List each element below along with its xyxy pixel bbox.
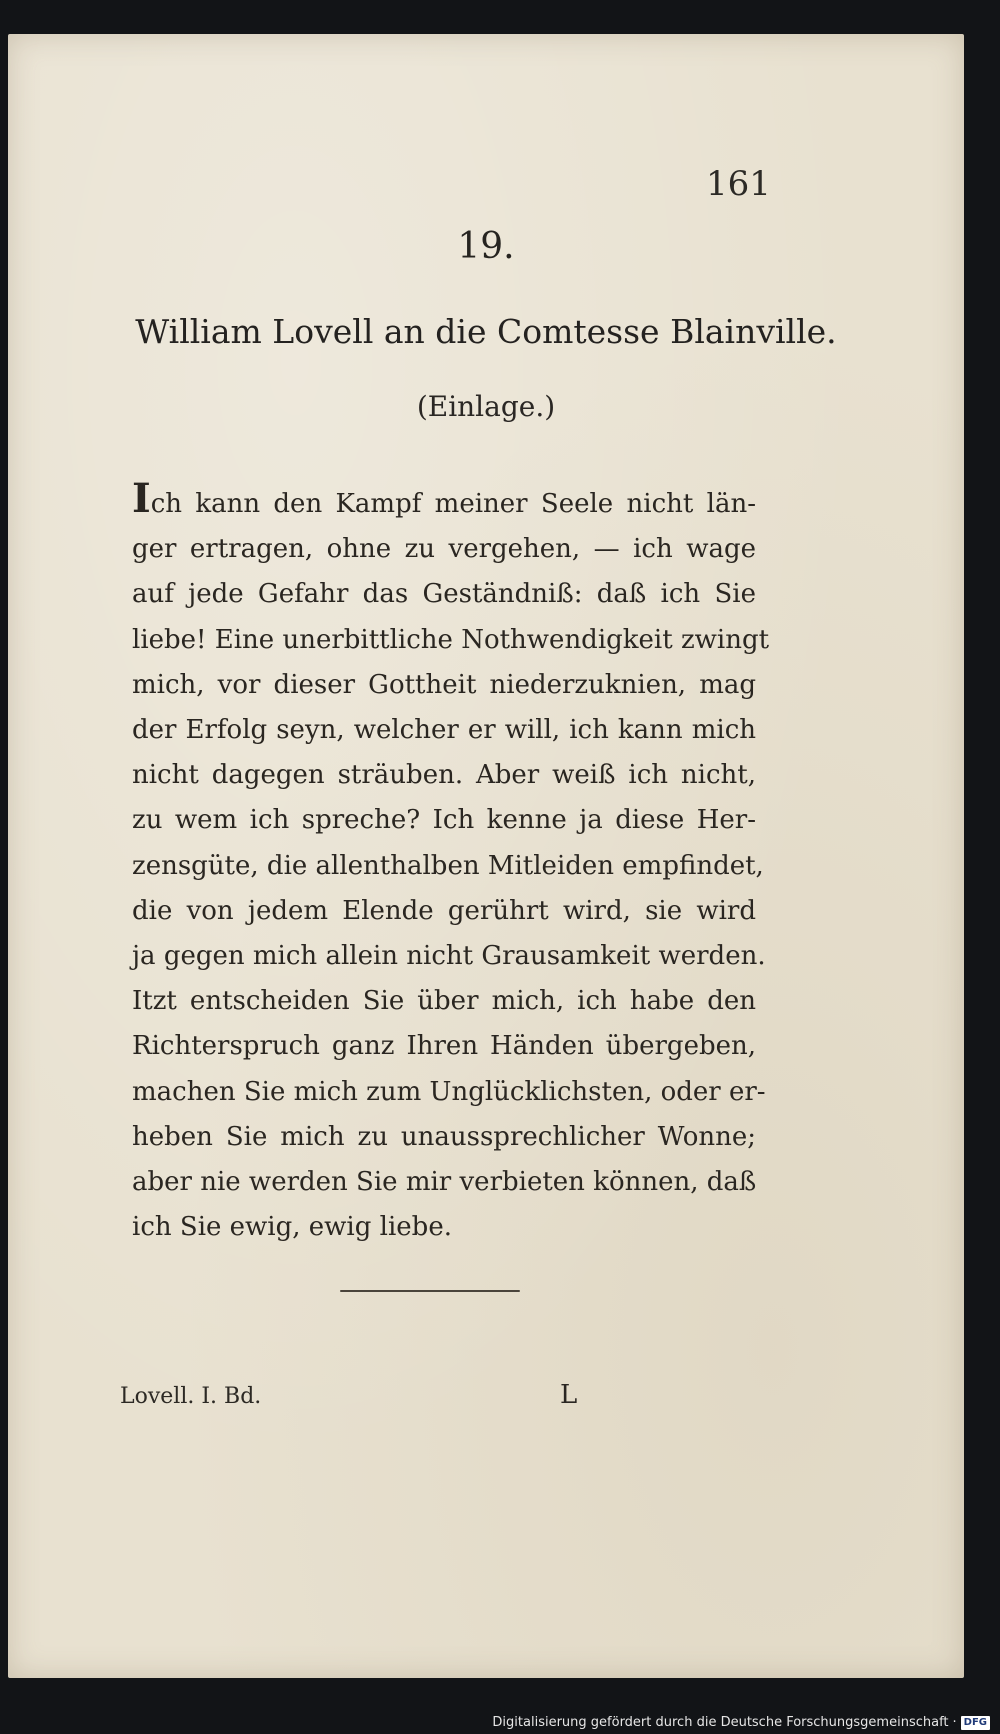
body-line: auf jede Gefahr das Geständniß: daß ich Sie: [132, 579, 756, 610]
body-line: der Erfolg seyn, welcher er will, ich kann mich: [132, 715, 756, 746]
body-line: nicht dagegen sträuben. Aber weiß ich nicht,: [132, 760, 756, 791]
chapter-number: 19.: [457, 226, 515, 267]
body-line: aber nie werden Sie mir verbieten können, daß: [132, 1167, 757, 1198]
body-line-text: ch kann den Kampf meiner Seele nicht län-: [150, 489, 756, 519]
digitization-footer: [492, 1715, 990, 1730]
body-line: ger ertragen, ohne zu vergehen, — ich wage: [132, 534, 756, 565]
body-line: ich Sie ewig, ewig liebe.: [132, 1212, 452, 1243]
footer-separator: ·: [952, 1715, 957, 1730]
body-line: heben Sie mich zu unaussprechlicher Wonne;: [132, 1121, 756, 1152]
body-line: Richterspruch ganz Ihren Händen übergeben,: [132, 1031, 756, 1062]
body-line: ja gegen mich allein nicht Grausamkeit werden.: [132, 941, 766, 972]
body-line: die von jedem Elende gerührt wird, sie wird: [132, 895, 756, 926]
body-line: zensgüte, die allenthalben Mitleiden empfindet,: [132, 850, 764, 881]
section-divider: [340, 1290, 520, 1292]
letter-body: [132, 475, 770, 1250]
page-number: 161: [706, 164, 771, 204]
drop-initial: I: [132, 475, 151, 522]
gathering-mark: L: [560, 1380, 578, 1410]
footer-credit: Digitalisierung gefördert durch die Deutsche Forschungsgemeinschaft: [492, 1715, 949, 1730]
body-line: liebe! Eine unerbittliche Nothwendigkeit zwingt: [132, 624, 770, 655]
body-line: mich, vor dieser Gottheit niederzuknien, mag: [132, 669, 756, 700]
letter-title: William Lovell an die Comtesse Blainville.: [135, 312, 837, 351]
body-line: zu wem ich spreche? Ich kenne ja diese Her-: [132, 805, 756, 836]
body-line: [132, 475, 756, 527]
insertion-note: (Einlage.): [416, 390, 556, 423]
signature-mark: Lovell. I. Bd.: [120, 1384, 262, 1409]
dfg-logo-icon: DFG: [961, 1716, 990, 1730]
body-line: machen Sie mich zum Unglücklichsten, oder er-: [132, 1076, 766, 1107]
body-line: Itzt entscheiden Sie über mich, ich habe den: [132, 986, 756, 1017]
book-page: [8, 34, 964, 1678]
